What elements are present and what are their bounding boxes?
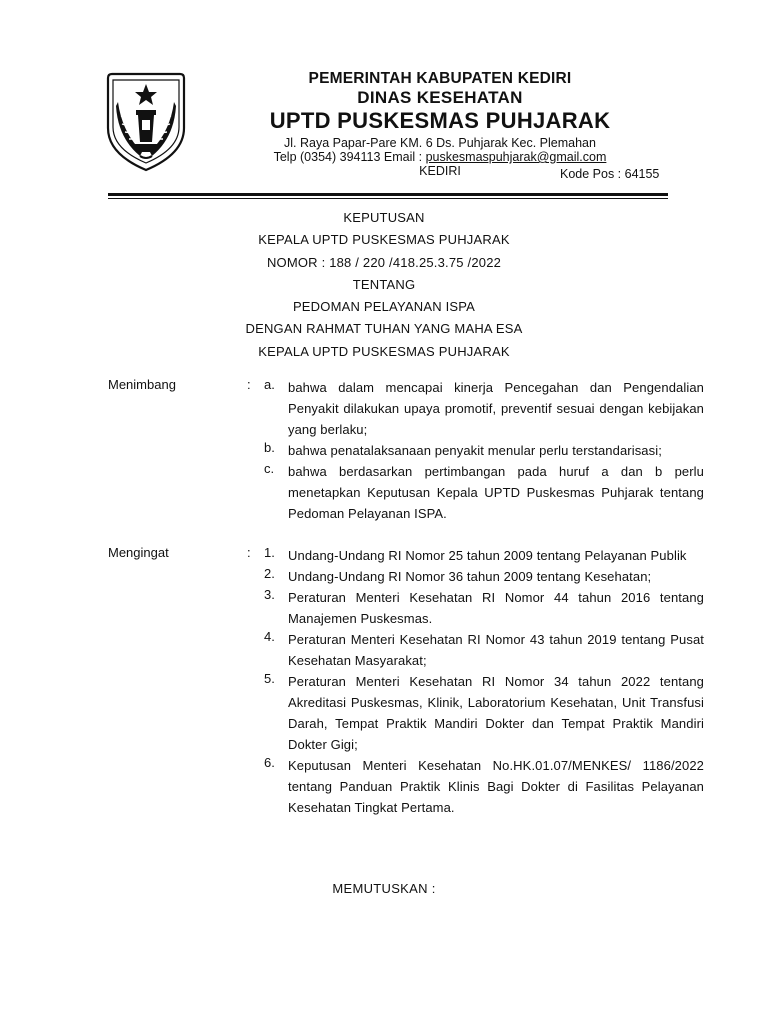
city: KEDIRI — [419, 164, 461, 179]
decree-title-block — [0, 207, 768, 363]
item-text: Peraturan Menteri Kesehatan RI Nomor 43 tahun 2019 tentang Pusat Kesehatan Masyarakat; — [288, 632, 704, 668]
section-colon: : — [247, 545, 251, 560]
section-colon: : — [247, 377, 251, 392]
item-marker: 5. — [264, 671, 275, 686]
list-item — [264, 545, 704, 566]
letterhead-divider-thick — [108, 193, 668, 196]
institution-name: UPTD PUSKESMAS PUHJARAK — [269, 108, 611, 134]
decree-subject: PEDOMAN PELAYANAN ISPA — [292, 299, 476, 315]
government-name: PEMERINTAH KABUPATEN KEDIRI — [308, 70, 572, 87]
list-item — [264, 587, 704, 629]
item-text: Undang-Undang RI Nomor 25 tahun 2009 tentang Pelayanan Publik — [288, 548, 687, 563]
phone-text: Telp (0354) 394113 Email : — [273, 150, 426, 165]
address: Jl. Raya Papar-Pare KM. 6 Ds. Puhjarak Kec. Plemahan — [284, 135, 596, 150]
item-text: Keputusan Menteri Kesehatan No.HK.01.07/MENKES/ 1186/2022 tentang Panduan Praktik Klinis Bagi Dokter di Fasilitas Pelayanan Kesehatan Tingkat Pertama. — [288, 758, 704, 815]
list-item — [264, 377, 704, 440]
item-text: bahwa berdasarkan pertimbangan pada huruf a dan b perlu menetapkan Keputusan Kepala UPTD Puskesmas Puhjarak tentang Pedoman Pelayanan ISPA. — [288, 464, 704, 521]
menimbang-list — [264, 377, 704, 524]
issuer: KEPALA UPTD PUSKESMAS PUHJARAK — [258, 232, 510, 248]
item-marker: 1. — [264, 545, 275, 560]
list-item — [264, 755, 704, 818]
item-marker: 6. — [264, 755, 275, 770]
contact-line — [210, 150, 670, 164]
list-item — [264, 566, 704, 587]
postal-code: Kode Pos : 64155 — [560, 167, 660, 181]
item-marker: 4. — [264, 629, 275, 644]
item-marker: a. — [264, 377, 275, 392]
letterhead — [210, 70, 670, 179]
item-marker: b. — [264, 440, 275, 455]
item-text: bahwa penatalaksanaan penyakit menular perlu terstandarisasi; — [288, 443, 662, 458]
item-marker: c. — [264, 461, 275, 476]
item-text: Peraturan Menteri Kesehatan RI Nomor 44 tahun 2016 tentang Manajemen Puskesmas. — [288, 590, 704, 626]
section-label: Menimbang — [108, 377, 176, 392]
item-text: Peraturan Menteri Kesehatan RI Nomor 34 tahun 2022 tentang Akreditasi Puskesmas, Klinik, Laboratorium Kesehatan, Unit Transfusi Darah, Tempat Praktik Mandiri Dokter dan Tempat Praktik Mandiri Dokter Gigi; — [288, 674, 704, 752]
item-marker: 2. — [264, 566, 275, 581]
list-item — [264, 440, 704, 461]
mengingat-list — [264, 545, 704, 818]
section-label: Mengingat — [108, 545, 169, 560]
decree-type: KEPUTUSAN — [343, 210, 425, 225]
decision-heading: MEMUTUSKAN : — [332, 881, 436, 896]
about-label: TENTANG — [352, 276, 416, 292]
item-text: bahwa dalam mencapai kinerja Pencegahan dan Pengendalian Penyakit dilakukan upaya promotif, preventif sesuai dengan kebijakan yang berlaku; — [288, 380, 704, 437]
list-item — [264, 629, 704, 671]
item-text: Undang-Undang RI Nomor 36 tahun 2009 tentang Kesehatan; — [288, 569, 652, 584]
decree-number: NOMOR : 188 / 220 /418.25.3.75 /2022 — [266, 254, 502, 270]
agency-name: DINAS KESEHATAN — [357, 87, 523, 107]
kabupaten-kediri-crest-icon — [104, 72, 188, 172]
issuer-repeat: KEPALA UPTD PUSKESMAS PUHJARAK — [258, 343, 510, 359]
list-item — [264, 671, 704, 755]
invocation: DENGAN RAHMAT TUHAN YANG MAHA ESA — [245, 321, 523, 337]
item-marker: 3. — [264, 587, 275, 602]
list-item — [264, 461, 704, 524]
email-link[interactable]: puskesmaspuhjarak@gmail.com — [425, 150, 607, 165]
letterhead-divider-thin — [108, 198, 668, 199]
